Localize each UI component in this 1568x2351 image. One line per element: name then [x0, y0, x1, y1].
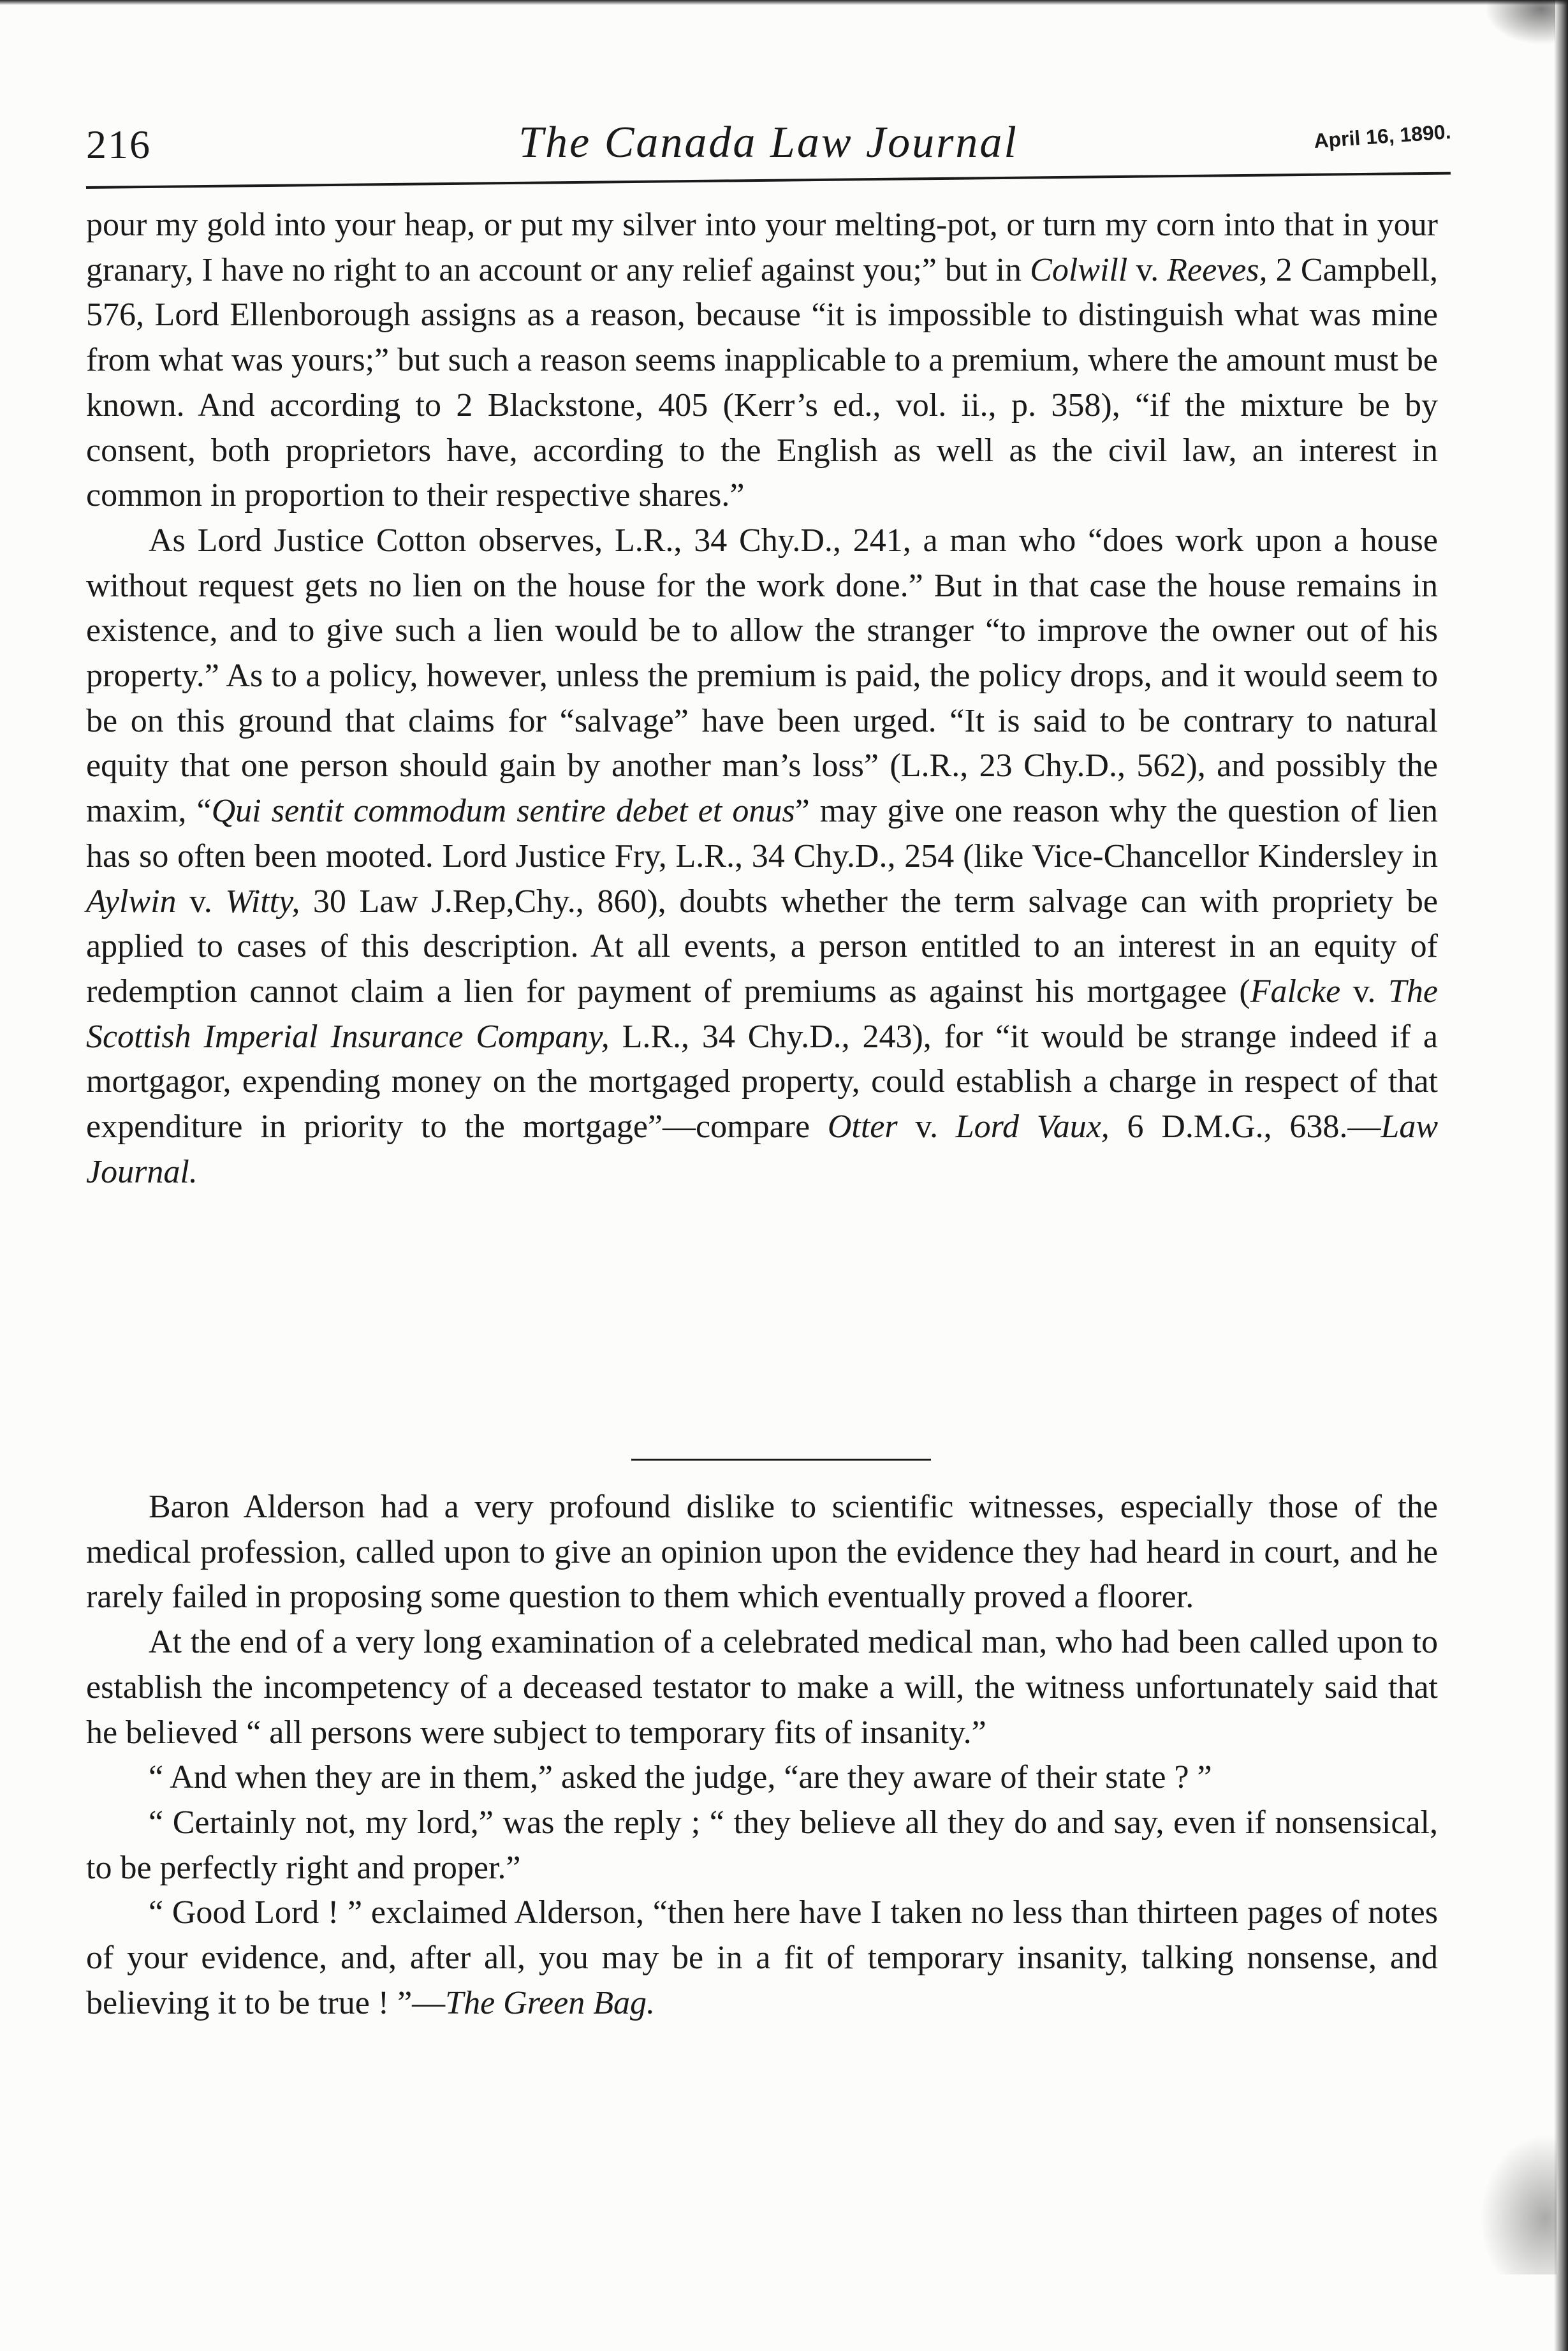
italic-text-run: Aylwin: [86, 883, 177, 920]
italic-text-run: Law Journal.: [86, 1109, 1439, 1190]
text-run: “ Good Lord ! ” exclaimed Alderson, “then here have I taken no less than thirteen pages of notes of your evidence, and, after all, you may be in a fit of temporary insanity, talking nonsense, and believing it to be true ! ”—: [86, 1894, 1438, 2021]
text-run: v.: [1127, 251, 1168, 288]
text-run: pour my gold into your heap, or put my silver into your melting-pot, or turn my corn into that in your granary, I have no right to an account or any relief against you;” but in: [86, 207, 1438, 288]
text-run: 2 Campbell, 576, Lord Ellenborough assigns as a reason, because “it is impossible to distinguish what was mine from what was yours;” but such a reason seems inapplicable to a premium, where the amount must be known. And according to 2 Blackstone, 405 (Kerr’s ed., vol. ii., p. 358), “if the mixture be by consent, both proprietors have, according to the English as well as the civil law, an interest in common in proportion to their respective shares.”: [86, 251, 1439, 514]
text-run: 30 Law J.Rep,Chy., 860), doubts whether the term salvage can with propriety be applied to cases of this description. At all events, a person entitled to an interest in an equity of redemption cannot claim a lien for payment of premiums as against his mortgagee (: [86, 883, 1439, 1010]
paragraph: [86, 1485, 1438, 1620]
paragraph: [86, 1890, 1438, 2026]
journal-title: The Canada Law Journal: [518, 118, 1018, 167]
text-run: ” may give one reason why the question of lien has so often been mooted. Lord Justice Fry, L.R., 34 Chy.D., 254 (like Vice-Chancellor Kindersley in: [86, 793, 1438, 874]
text-run: At the end of a very long examination of a celebrated medical man, who had been called upon to establish the incompetency of a deceased testator to make a will, the witness unfortunately said that he believed “ all persons were subject to temporary fits of insanity.”: [86, 1624, 1438, 1751]
paragraph: [86, 1620, 1438, 1755]
italic-text-run: Colwill: [1030, 251, 1128, 288]
text-run: 6 D.M.G., 638.—: [1109, 1109, 1381, 1146]
scan-edge-right: [1554, 0, 1568, 2351]
italic-text-run: Witty,: [225, 883, 300, 920]
paragraph: [86, 1755, 1438, 1801]
text-run: v.: [176, 883, 226, 920]
text-run: v.: [897, 1109, 956, 1146]
italic-text-run: Qui sentit commodum sentire debet et onus: [211, 793, 795, 830]
article-baron-alderson: [86, 1485, 1438, 2026]
text-run: L.R., 34 Chy.D., 243), for “it would be strange indeed if a mortgagor, expending money on the mortgaged property, could establish a charge in respect of that expenditure in priority to the mortgage”—compare: [86, 1018, 1439, 1146]
text-run: “ Certainly not, my lord,” was the reply ; “ they believe all they do and say, even if nonsensical, to be perfectly right and proper.”: [86, 1804, 1438, 1886]
italic-text-run: Otter: [827, 1109, 898, 1146]
section-divider: [631, 1459, 931, 1461]
italic-text-run: Reeves,: [1167, 251, 1268, 288]
scan-speck: [1480, 2134, 1557, 2274]
italic-text-run: Falcke: [1250, 973, 1341, 1010]
text-run: v.: [1340, 973, 1388, 1010]
article-lien-on-policy: [86, 203, 1438, 1195]
scan-speck: [1485, 0, 1555, 45]
page-number: 216: [86, 122, 151, 167]
text-run: As Lord Justice Cotton observes, L.R., 34 Chy.D., 241, a man who “does work upon a house without request gets no lien on the house for the work done.” But in that case the house remains in existence, and to give such a lien would be to allow the stranger “to improve the owner out of his property.” As to a policy, however, unless the premium is paid, the policy drops, and it would seem to be on this ground that claims for “salvage” have been urged. “It is said to be contrary to natural equity that one person should gain by another man’s loss” (L.R., 23 Chy.D., 562), and possibly the maxim, “: [86, 522, 1438, 830]
scan-edge-top: [0, 0, 1568, 5]
text-run: Baron Alderson had a very profound dislike to scientific witnesses, especially those of the medical profession, called upon to give an opinion upon the evidence they had heard in court, and he rarely failed in proposing some question to them which eventually proved a floorer.: [86, 1489, 1438, 1616]
italic-text-run: Lord Vaux,: [955, 1109, 1110, 1146]
italic-text-run: The Scottish Imperial Insurance Company,: [86, 973, 1438, 1055]
running-head: [86, 108, 1451, 179]
paragraph: [86, 519, 1438, 1195]
paragraph: [86, 1801, 1438, 1890]
italic-text-run: The Green Bag.: [445, 1984, 655, 2021]
paragraph: [86, 203, 1438, 519]
text-run: “ And when they are in them,” asked the judge, “are they aware of their state ? ”: [149, 1759, 1212, 1796]
issue-date: April 16, 1890.: [1312, 120, 1452, 152]
